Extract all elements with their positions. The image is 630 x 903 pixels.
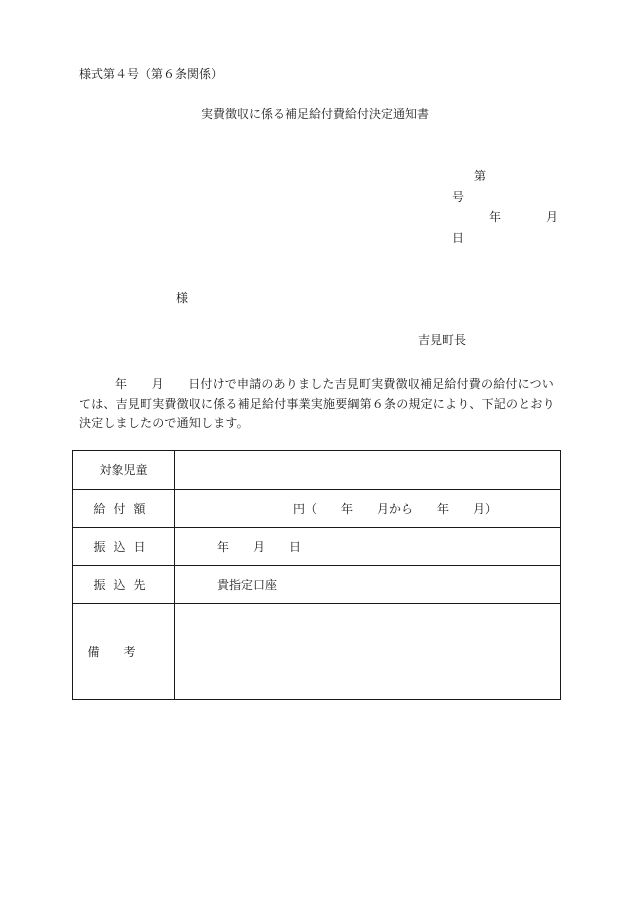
table-row-remarks [73, 604, 561, 700]
value-transfer-destination: 貴指定口座 [175, 566, 561, 604]
date-month: 月 [546, 210, 559, 224]
reference-number-prefix: 第 [474, 169, 487, 183]
table-row-transfer-destination [73, 566, 561, 604]
label-remarks: 備考 [73, 604, 175, 700]
date-day: 日 [452, 231, 465, 245]
value-transfer-date: 年 月 日 [175, 528, 561, 566]
document-title: 実費徴収に係る補足給付費給付決定通知書 [200, 107, 429, 121]
table-row-target-child [73, 451, 561, 490]
date-year: 年 [489, 210, 502, 224]
recipient-honorific: 様 [176, 291, 189, 305]
table-row-transfer-date [73, 528, 561, 566]
reference-number-suffix: 号 [452, 190, 465, 204]
value-remarks [175, 604, 561, 700]
label-transfer-date: 振込日 [73, 528, 175, 566]
label-target-child: 対象児童 [73, 451, 175, 490]
issuer-name: 吉見町長 [418, 333, 467, 347]
notice-body-text: 年 月 日付けで申請のありました吉見町実費徴収補足給付費の給付については、吉見町実費徴収に係る補足給付事業実施要綱第６条の規定により、下記のとおり決定しましたので通知します。 [79, 377, 555, 430]
value-benefit-amount: 円（ 年 月から 年 月） [175, 490, 561, 528]
table-row-benefit-amount [73, 490, 561, 528]
label-benefit-amount: 給付額 [73, 490, 175, 528]
form-number: 様式第４号（第６条関係） [79, 67, 224, 81]
value-target-child [175, 451, 561, 490]
detail-table [72, 450, 561, 700]
label-transfer-destination: 振込先 [73, 566, 175, 604]
